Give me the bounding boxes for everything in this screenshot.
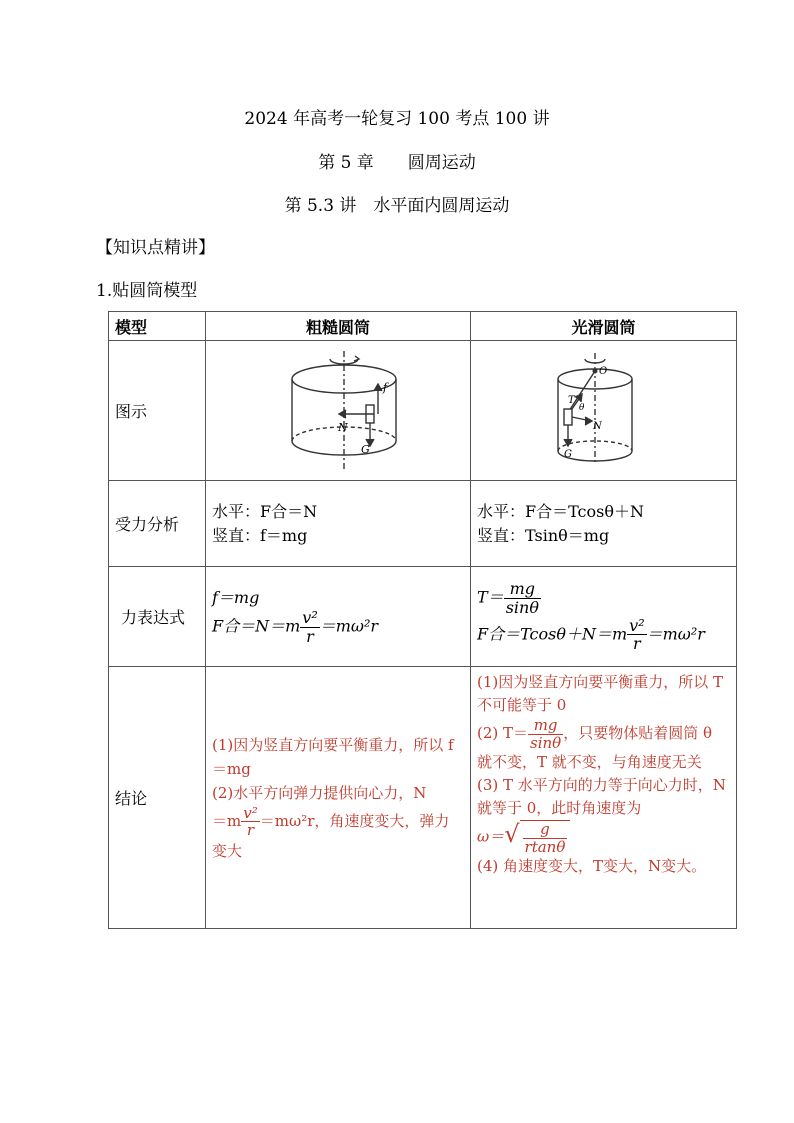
- lecture-title: 第 5.3 讲 水平面内圆周运动: [284, 196, 510, 216]
- row-label-conclusion: 结论: [109, 667, 206, 929]
- smooth-c3-num: g: [523, 821, 568, 839]
- header-rough: 粗糙圆筒: [206, 312, 471, 341]
- label-G: G: [361, 443, 370, 456]
- rough-expr-rhs: ＝mω²r: [319, 617, 379, 636]
- label-G2: G: [564, 449, 572, 460]
- rough-force-horizontal: 水平：F合＝N: [212, 501, 318, 521]
- smooth-c2-lhs: (2) T＝: [477, 724, 529, 742]
- label-f: f: [383, 381, 388, 394]
- rough-expr-num: v²: [302, 608, 318, 628]
- table-row-force-analysis: [109, 481, 737, 567]
- smooth-force-cell: [471, 481, 737, 567]
- rough-c2-den: r: [246, 821, 255, 839]
- rough-expr-F: [212, 609, 464, 645]
- smooth-force-vertical: 竖直：Tsinθ＝mg: [477, 525, 610, 545]
- row-label-expression: 力表达式: [109, 567, 206, 667]
- table-header-row: [109, 312, 737, 341]
- smooth-c3-lhs: ω＝: [477, 827, 505, 846]
- rough-expr-lhs: F合＝N＝m: [212, 617, 301, 636]
- rough-conclusion-2a: (2)水平方向弹力提供向心力，N: [212, 783, 427, 802]
- doc-title: 2024 年高考一轮复习 100 考点 100 讲: [244, 109, 550, 129]
- label-N: N: [338, 421, 348, 434]
- subsection-heading: 1.贴圆筒模型: [96, 281, 198, 301]
- smooth-expr2-lhs: F合＝Tcosθ＋N＝m: [477, 624, 628, 644]
- smooth-c2-den: sinθ: [530, 733, 562, 752]
- smooth-c2-num: mg: [528, 717, 563, 735]
- rough-expr-fraction: [300, 609, 319, 645]
- smooth-expr1-num: mg: [504, 580, 541, 599]
- smooth-expr1-den: sinθ: [505, 597, 539, 617]
- model-table: [108, 311, 737, 929]
- rough-conclusion-1: (1)因为竖直方向要平衡重力，所以 f＝mg: [212, 735, 454, 778]
- smooth-expr1-fraction: [504, 580, 541, 616]
- rough-cylinder-diagram: [206, 341, 470, 476]
- smooth-c3-den: rtanθ: [524, 837, 566, 856]
- smooth-expr-F: [477, 617, 730, 653]
- label-O: O: [599, 366, 608, 377]
- rough-expr-den: r: [306, 627, 314, 646]
- section-heading: 【知识点精讲】: [96, 238, 215, 258]
- smooth-conclusion-omega: [477, 820, 730, 855]
- smooth-expr2-den: r: [633, 634, 641, 654]
- rough-c2-rhs: ＝mω²r，角速度变大，弹力变大: [212, 811, 450, 860]
- smooth-expr2-fraction: [627, 617, 646, 653]
- smooth-expr1-lhs: T＝: [477, 587, 504, 607]
- smooth-conclusion-1: (1)因为竖直方向要平衡重力，所以 T 不可能等于 0: [477, 673, 724, 714]
- label-N2: N: [593, 421, 602, 432]
- label-theta: θ: [579, 403, 585, 413]
- header-model: 模型: [109, 312, 206, 341]
- chapter-title: 第 5 章 圆周运动: [318, 153, 476, 173]
- smooth-force-horizontal: 水平：F合＝Tcosθ＋N: [477, 501, 644, 521]
- sqrt-symbol: √ $\frac{g}{rtan\theta}$: [504, 820, 570, 855]
- rough-diagram-cell: [206, 341, 471, 481]
- label-T: T: [568, 395, 575, 406]
- row-label-diagram: 图示: [109, 341, 206, 481]
- smooth-expr-T: [477, 580, 730, 616]
- smooth-cylinder-diagram: [471, 341, 736, 476]
- rough-c2-fraction: [241, 805, 260, 839]
- rough-expr-f: f＝mg: [212, 588, 260, 608]
- rough-force-vertical: 竖直：f＝mg: [212, 525, 308, 545]
- smooth-conclusion-3: (3) T 水平方向的力等于向心力时，N 就等于 0，此时角速度为: [477, 776, 726, 817]
- smooth-conclusion-cell: [471, 667, 737, 929]
- smooth-expr2-rhs: ＝mω²r: [646, 624, 705, 644]
- row-label-force: 受力分析: [109, 481, 206, 567]
- smooth-expr2-num: v²: [629, 615, 645, 635]
- rough-conclusion-2b: [212, 805, 464, 863]
- smooth-diagram-cell: [471, 341, 737, 481]
- smooth-conclusion-4: (4) 角速度变大，T变大，N变大。: [477, 857, 707, 875]
- smooth-c2-fraction: [528, 717, 563, 751]
- smooth-conclusion-2: [477, 717, 730, 774]
- rough-force-cell: [206, 481, 471, 567]
- table-row-diagram: [109, 341, 737, 481]
- smooth-expression-cell: [471, 567, 737, 667]
- table-row-expression: [109, 567, 737, 667]
- rough-conclusion-cell: [206, 667, 471, 929]
- rough-c2-num: v²: [243, 803, 258, 822]
- header-smooth: 光滑圆筒: [471, 312, 737, 341]
- smooth-c2-rhs: ，只要物体贴着圆筒 θ 就不变，T 就不变，与角速度无关: [477, 724, 713, 771]
- rough-expression-cell: [206, 567, 471, 667]
- rough-c2-lhs: ＝m: [212, 811, 242, 830]
- table-row-conclusion: [109, 667, 737, 929]
